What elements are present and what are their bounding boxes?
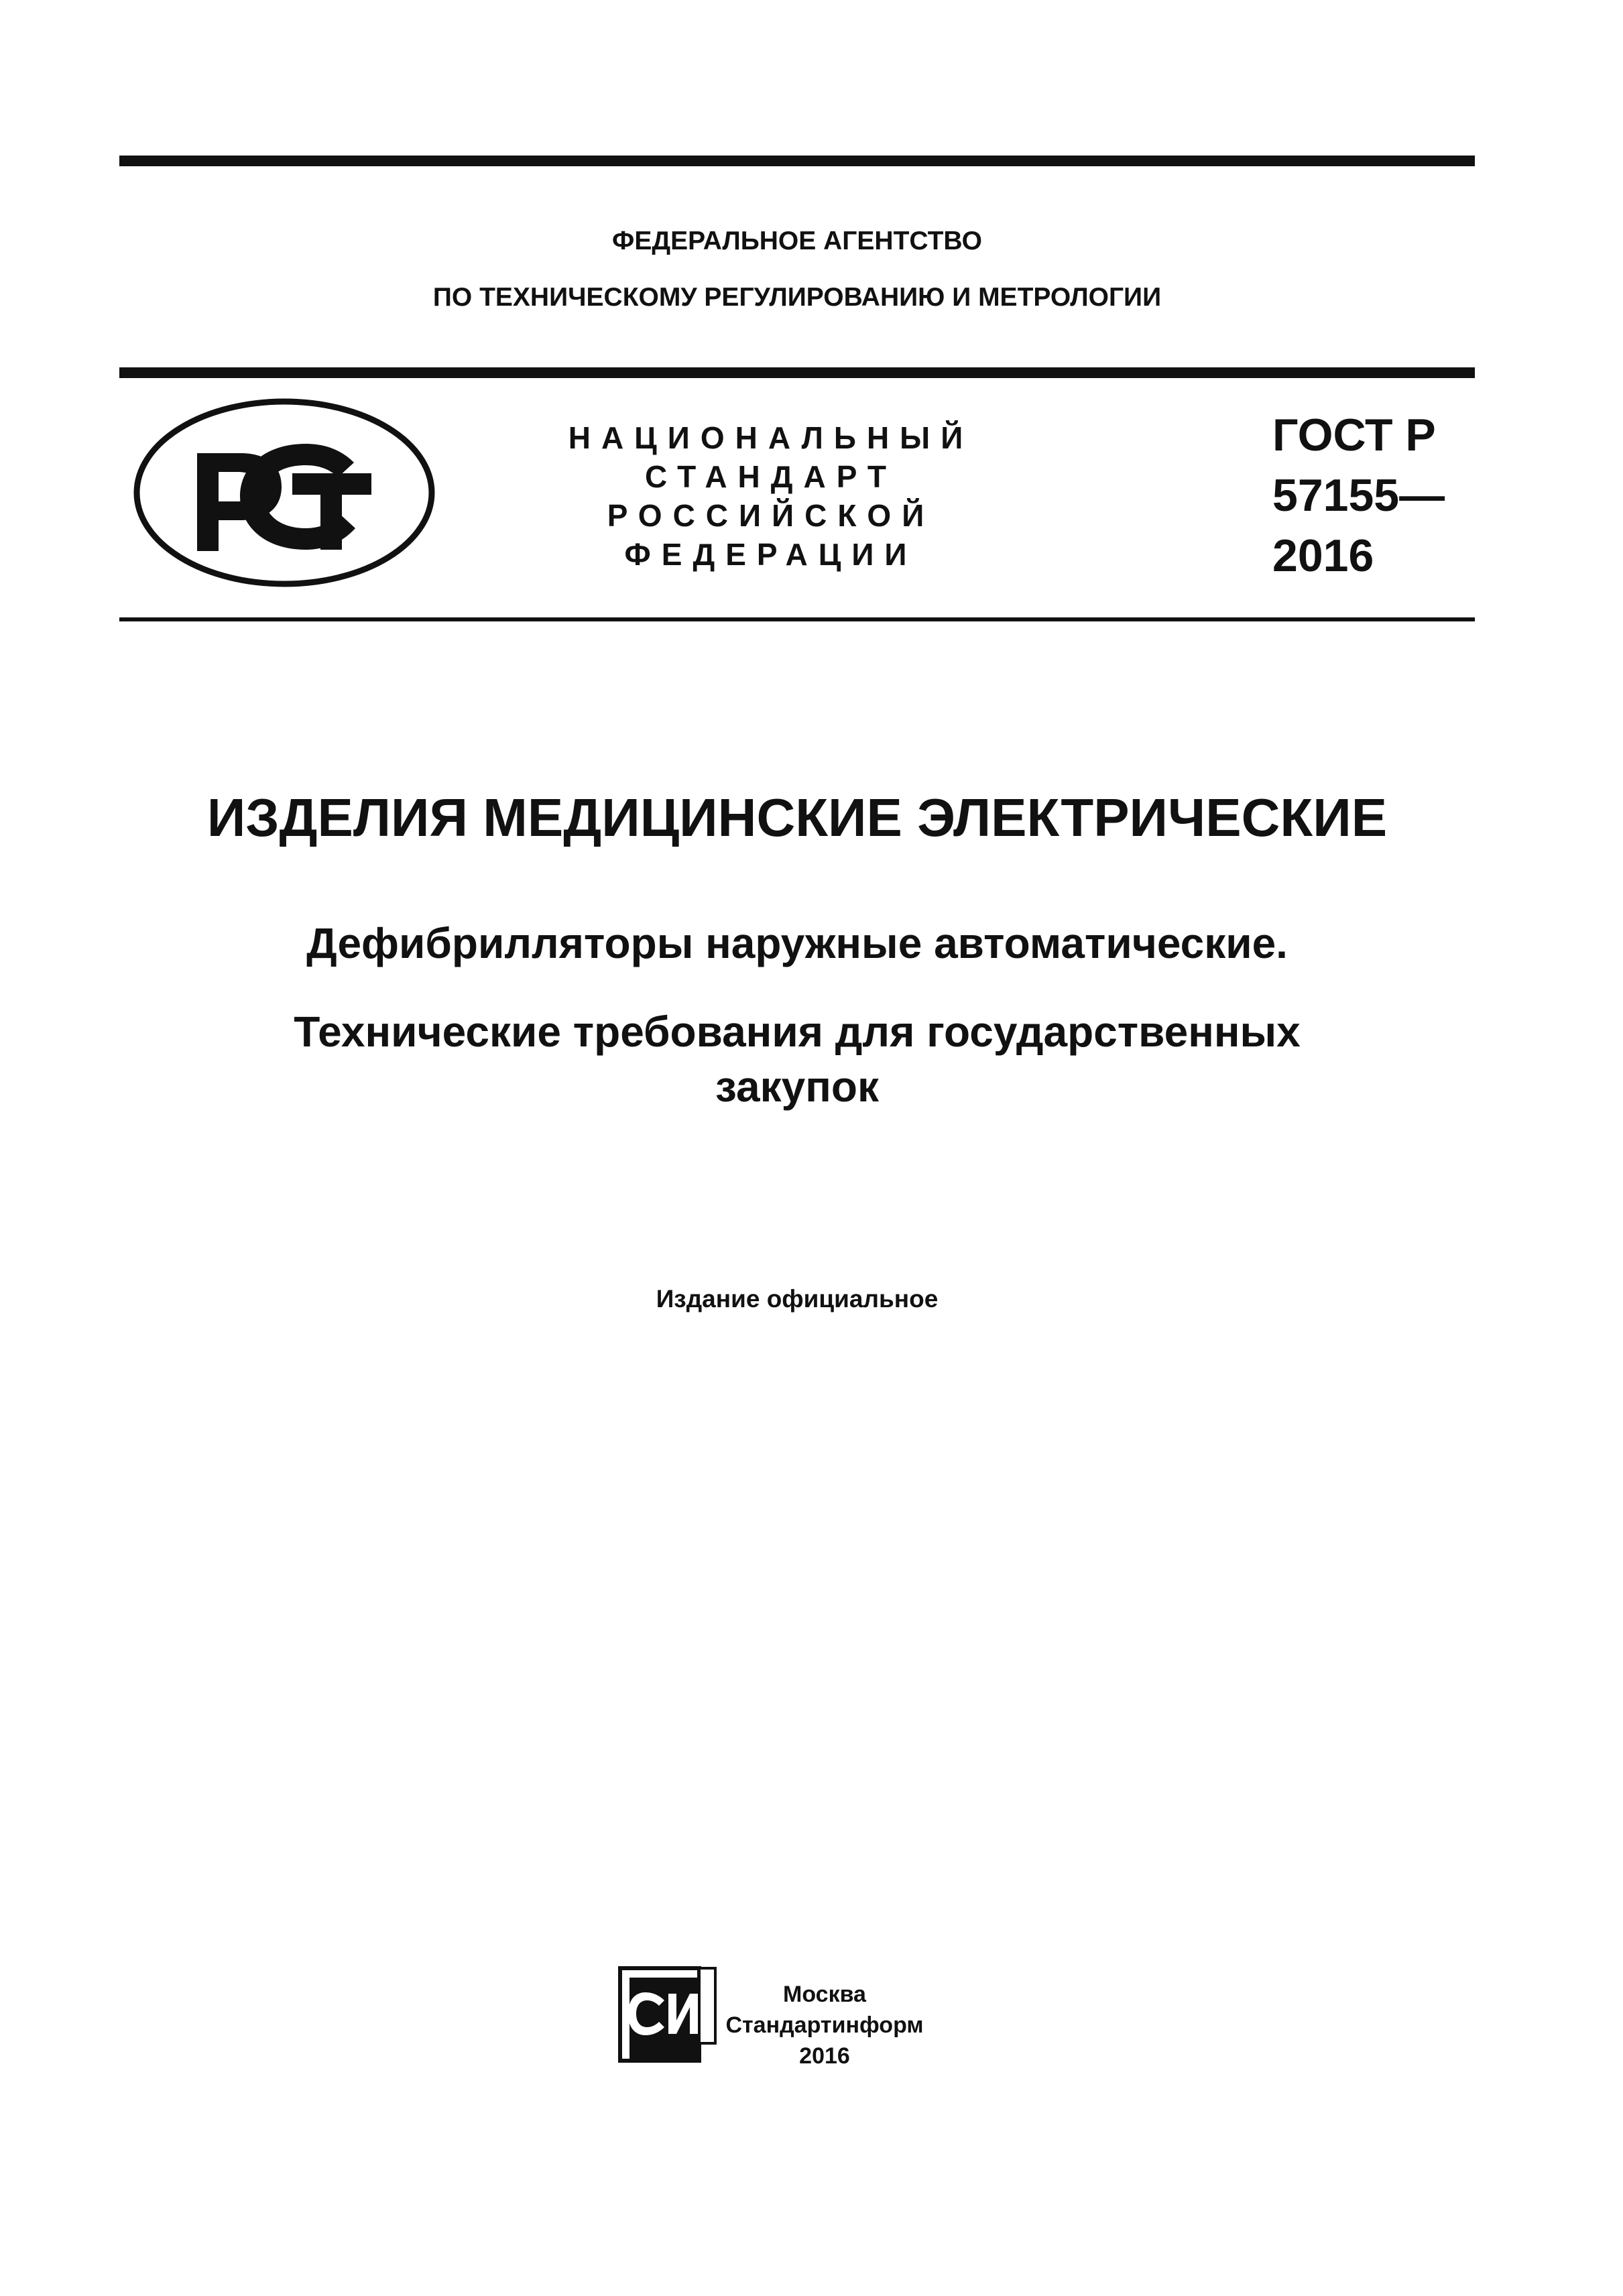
document-subtitle-1: Дефибрилляторы наружные автоматические.: [306, 919, 1288, 967]
bottom-rule: [119, 617, 1475, 621]
agency-name: [119, 213, 1475, 326]
middle-rule: [119, 367, 1475, 378]
edition-label: Издание официальное: [656, 1285, 939, 1313]
designation-line-3: 2016: [1272, 530, 1374, 581]
standard-type: [530, 418, 1012, 574]
subtitle-2-line-1: Технические требования для государственных: [294, 1008, 1301, 1056]
agency-line-2: ПО ТЕХНИЧЕСКОМУ РЕГУЛИРОВАНИЮ И МЕТРОЛОГИИ: [432, 283, 1162, 312]
publisher-city: Москва: [783, 1982, 866, 2007]
standard-type-line-1: НАЦИОНАЛЬНЫЙ: [568, 420, 974, 455]
standard-type-line-3: РОССИЙСКОЙ: [607, 498, 935, 533]
standard-type-line-2: СТАНДАРТ: [645, 459, 897, 494]
publisher-name: Стандартинформ: [725, 2012, 924, 2038]
standard-designation: [1272, 405, 1445, 586]
publisher-imprint: [717, 1979, 932, 2071]
rst-mark-icon: [133, 398, 436, 587]
agency-line-1: ФЕДЕРАЛЬНОЕ АГЕНТСТВО: [612, 227, 982, 255]
designation-line-1: ГОСТ Р: [1272, 410, 1436, 461]
publisher-year: 2016: [799, 2043, 850, 2069]
document-subtitle-2: [119, 1004, 1475, 1114]
document-title: ИЗДЕЛИЯ МЕДИЦИНСКИЕ ЭЛЕКТРИЧЕСКИЕ: [206, 788, 1388, 847]
subtitle-2-line-2: закупок: [715, 1063, 879, 1111]
standartinform-logo-icon: [617, 1966, 718, 2066]
standard-type-line-4: ФЕДЕРАЦИИ: [624, 537, 918, 572]
top-rule: [119, 156, 1475, 166]
designation-line-2: 57155—: [1272, 470, 1445, 521]
